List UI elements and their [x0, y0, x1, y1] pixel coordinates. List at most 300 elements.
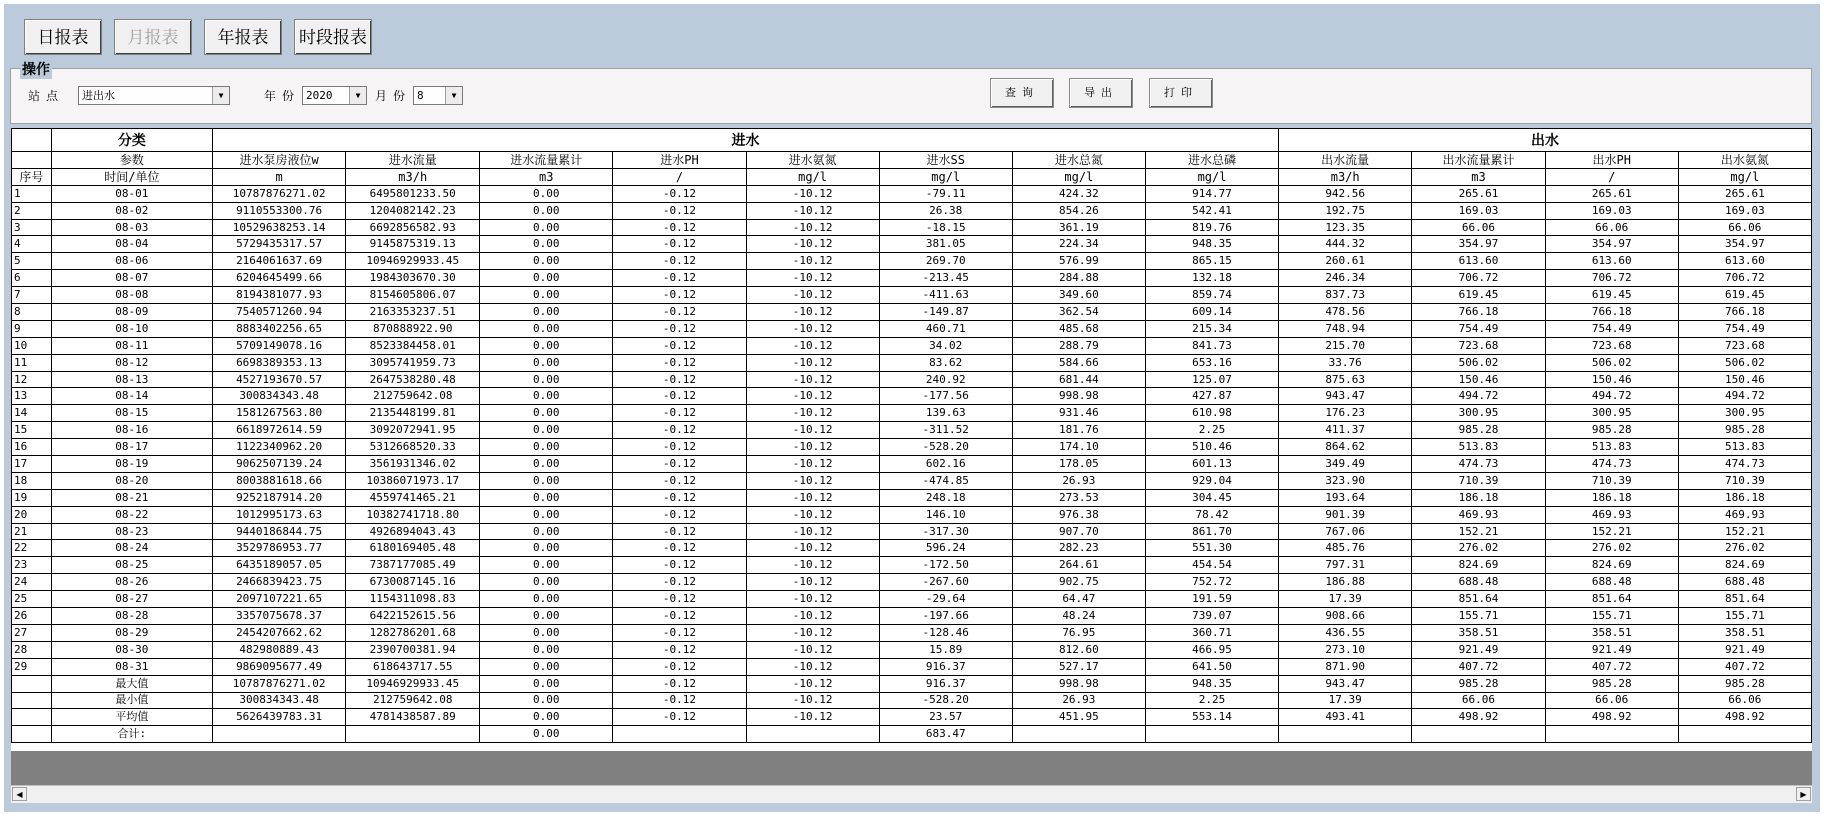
table-cell: -0.12	[613, 304, 746, 321]
table-cell: 0.00	[480, 354, 613, 371]
table-cell: 766.18	[1678, 304, 1811, 321]
table-row[interactable]	[12, 371, 1812, 388]
table-cell: 5312668520.33	[346, 439, 480, 456]
table-cell: 1	[12, 185, 52, 202]
table-cell: 0.00	[480, 726, 613, 743]
table-cell: 513.83	[1678, 439, 1811, 456]
table-cell: -10.12	[746, 658, 879, 675]
table-row[interactable]	[12, 388, 1812, 405]
table-cell: 864.62	[1279, 439, 1412, 456]
station-select-value: 进出水	[82, 89, 115, 102]
table-cell: -10.12	[746, 405, 879, 422]
table-cell: 361.19	[1012, 219, 1145, 236]
table-cell: -0.12	[613, 658, 746, 675]
table-row[interactable]	[12, 557, 1812, 574]
table-cell: -10.12	[746, 574, 879, 591]
table-cell: 0.00	[480, 287, 613, 304]
table-cell: 841.73	[1145, 337, 1278, 354]
column-header: 进水PH	[613, 152, 746, 169]
table-cell: 19	[12, 489, 52, 506]
table-cell: -0.12	[613, 456, 746, 473]
table-row[interactable]	[12, 320, 1812, 337]
header-index-label: 序号	[12, 168, 52, 185]
table-cell: -10.12	[746, 320, 879, 337]
table-row[interactable]	[12, 574, 1812, 591]
table-cell: 9145875319.13	[346, 236, 480, 253]
table-cell: -528.20	[879, 439, 1012, 456]
table-cell: 494.72	[1545, 388, 1678, 405]
table-cell: 08-12	[51, 354, 212, 371]
table-cell: 688.48	[1678, 574, 1811, 591]
table-cell: 34.02	[879, 337, 1012, 354]
table-cell: 6495801233.50	[346, 185, 480, 202]
table-cell: 596.24	[879, 540, 1012, 557]
table-cell: 最大值	[51, 675, 212, 692]
table-cell: -10.12	[746, 304, 879, 321]
table-cell: 851.64	[1545, 591, 1678, 608]
table-cell: 273.10	[1279, 641, 1412, 658]
table-cell: 66.06	[1545, 219, 1678, 236]
table-cell: 424.32	[1012, 185, 1145, 202]
table-cell: 985.28	[1412, 675, 1545, 692]
table-cell: 854.26	[1012, 202, 1145, 219]
table-cell: 08-23	[51, 523, 212, 540]
table-cell: 610.98	[1145, 405, 1278, 422]
table-cell: 8003881618.66	[212, 472, 346, 489]
table-cell: 186.18	[1545, 489, 1678, 506]
table-cell: 300834343.48	[212, 692, 346, 709]
table-cell: 23.57	[879, 709, 1012, 726]
table-cell: 985.28	[1678, 422, 1811, 439]
column-unit: mg/l	[879, 168, 1012, 185]
table-cell: 260.61	[1279, 253, 1412, 270]
horizontal-scrollbar[interactable]	[11, 785, 1812, 803]
table-cell: 7	[12, 287, 52, 304]
table-cell: 354.97	[1545, 236, 1678, 253]
table-cell: 276.02	[1412, 540, 1545, 557]
table-cell: 0.00	[480, 185, 613, 202]
table-cell: 2466839423.75	[212, 574, 346, 591]
table-cell: 9	[12, 320, 52, 337]
table-cell: 139.63	[879, 405, 1012, 422]
table-cell: 186.88	[1279, 574, 1412, 591]
table-cell: 6698389353.13	[212, 354, 346, 371]
column-header: 出水流量	[1279, 152, 1412, 169]
table-cell: 723.68	[1412, 337, 1545, 354]
table-row[interactable]	[12, 608, 1812, 625]
table-cell: 3092072941.95	[346, 422, 480, 439]
table-row[interactable]	[12, 439, 1812, 456]
table-cell: 584.66	[1012, 354, 1145, 371]
export-button[interactable]: 导出	[1069, 78, 1133, 108]
column-header: 出水氨氮	[1678, 152, 1811, 169]
table-cell: 2	[12, 202, 52, 219]
table-cell: 474.73	[1412, 456, 1545, 473]
table-cell: 66.06	[1678, 219, 1811, 236]
table-cell: -213.45	[879, 270, 1012, 287]
tab-period-report[interactable]: 时段报表	[294, 19, 372, 55]
table-cell: 436.55	[1279, 624, 1412, 641]
table-cell: 16	[12, 439, 52, 456]
table-cell: 1984303670.30	[346, 270, 480, 287]
table-cell: 349.49	[1279, 456, 1412, 473]
table-cell: -474.85	[879, 472, 1012, 489]
table-cell: 1122340962.20	[212, 439, 346, 456]
table-cell: 14	[12, 405, 52, 422]
table-cell: 215.34	[1145, 320, 1278, 337]
column-unit: m3	[480, 168, 613, 185]
table-cell: 4781438587.89	[346, 709, 480, 726]
table-cell: 0.00	[480, 253, 613, 270]
table-cell	[1279, 726, 1412, 743]
table-cell: 08-11	[51, 337, 212, 354]
table-cell: 4527193670.57	[212, 371, 346, 388]
table-cell: 282.23	[1012, 540, 1145, 557]
table-cell: 1154311098.83	[346, 591, 480, 608]
table-cell: 193.64	[1279, 489, 1412, 506]
table-row[interactable]	[12, 658, 1812, 675]
table-cell: 224.34	[1012, 236, 1145, 253]
table-row[interactable]	[12, 489, 1812, 506]
table-cell: 824.69	[1412, 557, 1545, 574]
table-cell: 6435189057.05	[212, 557, 346, 574]
table-cell: 284.88	[1012, 270, 1145, 287]
table-cell	[12, 726, 52, 743]
table-cell: 08-10	[51, 320, 212, 337]
table-cell: 合计:	[51, 726, 212, 743]
table-cell: 723.68	[1545, 337, 1678, 354]
table-row[interactable]	[12, 219, 1812, 236]
table-cell: -0.12	[613, 219, 746, 236]
table-cell: 123.35	[1279, 219, 1412, 236]
table-row[interactable]	[12, 405, 1812, 422]
table-cell: 482980889.43	[212, 641, 346, 658]
table-cell: 7387177085.49	[346, 557, 480, 574]
tab-daily-report[interactable]: 日报表	[24, 19, 102, 55]
table-cell: 469.93	[1678, 506, 1811, 523]
table-cell: 178.05	[1012, 456, 1145, 473]
summary-row[interactable]	[12, 726, 1812, 743]
chevron-down-icon[interactable]: ▼	[212, 87, 229, 104]
query-button[interactable]: 查询	[990, 78, 1054, 108]
table-cell: -0.12	[613, 354, 746, 371]
table-cell: -0.12	[613, 287, 746, 304]
table-cell: 921.49	[1678, 641, 1811, 658]
table-cell: 0.00	[480, 202, 613, 219]
table-cell: 469.93	[1412, 506, 1545, 523]
month-label: 月份	[375, 89, 412, 103]
table-cell: 0.00	[480, 371, 613, 388]
table-cell: 9869095677.49	[212, 658, 346, 675]
table-cell	[12, 675, 52, 692]
table-cell: -0.12	[613, 337, 746, 354]
tab-monthly-report[interactable]: 月报表	[114, 19, 192, 55]
table-cell: 22	[12, 540, 52, 557]
chevron-down-icon[interactable]: ▼	[349, 87, 366, 104]
table-cell: 12	[12, 371, 52, 388]
table-cell: 706.72	[1412, 270, 1545, 287]
report-table	[11, 128, 1812, 743]
table-cell: 466.95	[1145, 641, 1278, 658]
table-cell: -10.12	[746, 185, 879, 202]
table-cell: 146.10	[879, 506, 1012, 523]
table-cell: 08-07	[51, 270, 212, 287]
table-cell: 08-21	[51, 489, 212, 506]
table-cell: 454.54	[1145, 557, 1278, 574]
table-cell: 0.00	[480, 388, 613, 405]
table-cell	[1012, 726, 1145, 743]
table-cell: 10386071973.17	[346, 472, 480, 489]
table-cell: 916.37	[879, 675, 1012, 692]
table-row[interactable]	[12, 202, 1812, 219]
table-cell: 152.21	[1678, 523, 1811, 540]
table-cell: 4	[12, 236, 52, 253]
table-cell: 33.76	[1279, 354, 1412, 371]
table-cell: 6180169405.48	[346, 540, 480, 557]
table-cell: 914.77	[1145, 185, 1278, 202]
table-cell: 460.71	[879, 320, 1012, 337]
table-row[interactable]	[12, 456, 1812, 473]
table-cell: -10.12	[746, 591, 879, 608]
table-cell	[613, 726, 746, 743]
table-cell: 542.41	[1145, 202, 1278, 219]
year-select[interactable]	[302, 86, 367, 105]
table-cell: 0.00	[480, 658, 613, 675]
table-cell: 688.48	[1545, 574, 1678, 591]
table-row[interactable]	[12, 472, 1812, 489]
table-cell: 288.79	[1012, 337, 1145, 354]
table-cell: 10529638253.14	[212, 219, 346, 236]
table-row[interactable]	[12, 287, 1812, 304]
table-cell: 2164061637.69	[212, 253, 346, 270]
table-cell: -0.12	[613, 472, 746, 489]
print-button[interactable]: 打印	[1149, 78, 1213, 108]
table-cell: 0.00	[480, 692, 613, 709]
table-cell: -411.63	[879, 287, 1012, 304]
table-row[interactable]	[12, 506, 1812, 523]
table-cell: 64.47	[1012, 591, 1145, 608]
table-cell: -10.12	[746, 202, 879, 219]
table-cell: -10.12	[746, 675, 879, 692]
table-cell: 0.00	[480, 557, 613, 574]
table-cell: 66.06	[1412, 219, 1545, 236]
table-cell: 943.47	[1279, 388, 1412, 405]
table-cell: 08-17	[51, 439, 212, 456]
column-unit: mg/l	[1678, 168, 1811, 185]
table-cell: 27	[12, 624, 52, 641]
table-cell: 11	[12, 354, 52, 371]
table-cell: 平均值	[51, 709, 212, 726]
table-cell: 24	[12, 574, 52, 591]
table-cell: 0.00	[480, 439, 613, 456]
table-cell: 26.38	[879, 202, 1012, 219]
table-row[interactable]	[12, 304, 1812, 321]
table-cell: 6692856582.93	[346, 219, 480, 236]
table-cell: 169.03	[1678, 202, 1811, 219]
table-cell: 304.45	[1145, 489, 1278, 506]
table-cell: 0.00	[480, 320, 613, 337]
table-cell: 513.83	[1412, 439, 1545, 456]
table-cell: 861.70	[1145, 523, 1278, 540]
table-cell: 527.17	[1012, 658, 1145, 675]
table-cell: -10.12	[746, 371, 879, 388]
table-cell: 0.00	[480, 624, 613, 641]
table-cell: 931.46	[1012, 405, 1145, 422]
table-cell: 1012995173.63	[212, 506, 346, 523]
table-cell: -10.12	[746, 489, 879, 506]
table-cell: 0.00	[480, 506, 613, 523]
station-select[interactable]	[78, 86, 230, 105]
table-row[interactable]	[12, 337, 1812, 354]
table-cell: 0.00	[480, 523, 613, 540]
column-unit: /	[1545, 168, 1678, 185]
table-cell: -0.12	[613, 422, 746, 439]
table-cell: 485.76	[1279, 540, 1412, 557]
table-cell: 10946929933.45	[346, 675, 480, 692]
scroll-left-icon[interactable]: ◀	[12, 787, 27, 801]
table-cell: 08-03	[51, 219, 212, 236]
table-cell: 10946929933.45	[346, 253, 480, 270]
table-cell: -10.12	[746, 540, 879, 557]
table-row[interactable]	[12, 185, 1812, 202]
table-cell: 08-31	[51, 658, 212, 675]
table-row[interactable]	[12, 523, 1812, 540]
table-cell: -10.12	[746, 624, 879, 641]
table-cell: -10.12	[746, 641, 879, 658]
table-cell: 494.72	[1412, 388, 1545, 405]
month-select[interactable]	[413, 86, 463, 105]
summary-row[interactable]	[12, 692, 1812, 709]
report-table-area	[11, 128, 1812, 751]
header-corner	[12, 129, 52, 152]
column-header: 进水总磷	[1145, 152, 1278, 169]
table-cell: 683.47	[879, 726, 1012, 743]
chevron-down-icon[interactable]: ▼	[445, 87, 462, 104]
table-cell: 0.00	[480, 219, 613, 236]
month-select-value: 8	[417, 89, 424, 102]
tab-yearly-report[interactable]: 年报表	[204, 19, 282, 55]
table-cell: 766.18	[1412, 304, 1545, 321]
year-label: 年份	[264, 89, 301, 103]
table-cell	[746, 726, 879, 743]
table-cell: 754.49	[1545, 320, 1678, 337]
summary-row[interactable]	[12, 675, 1812, 692]
table-cell: -10.12	[746, 422, 879, 439]
table-cell: 20	[12, 506, 52, 523]
table-row[interactable]	[12, 354, 1812, 371]
table-cell: -10.12	[746, 287, 879, 304]
table-cell: -0.12	[613, 388, 746, 405]
table-cell: 08-24	[51, 540, 212, 557]
table-cell: 513.83	[1545, 439, 1678, 456]
table-cell: 21	[12, 523, 52, 540]
table-row[interactable]	[12, 422, 1812, 439]
table-cell: 723.68	[1678, 337, 1811, 354]
column-header: 进水总氮	[1012, 152, 1145, 169]
table-cell: 186.18	[1678, 489, 1811, 506]
table-cell: 5729435317.57	[212, 236, 346, 253]
table-cell: 870888922.90	[346, 320, 480, 337]
column-header: 出水流量累计	[1412, 152, 1545, 169]
table-cell: 510.46	[1145, 439, 1278, 456]
table-cell: 26.93	[1012, 472, 1145, 489]
table-cell: 469.93	[1545, 506, 1678, 523]
table-cell: 908.66	[1279, 608, 1412, 625]
table-cell: 08-25	[51, 557, 212, 574]
table-cell: 最小值	[51, 692, 212, 709]
table-footer-band	[11, 751, 1812, 785]
table-cell: 0.00	[480, 591, 613, 608]
table-cell: 2454207662.62	[212, 624, 346, 641]
table-row[interactable]	[12, 253, 1812, 270]
table-cell: 10787876271.02	[212, 675, 346, 692]
scroll-right-icon[interactable]: ▶	[1796, 787, 1811, 801]
table-row[interactable]	[12, 591, 1812, 608]
table-cell: 0.00	[480, 472, 613, 489]
column-header: 进水泵房液位w	[212, 152, 346, 169]
table-cell: -10.12	[746, 506, 879, 523]
table-cell: 23	[12, 557, 52, 574]
table-row[interactable]	[12, 540, 1812, 557]
table-cell: 752.72	[1145, 574, 1278, 591]
table-row[interactable]	[12, 624, 1812, 641]
table-cell: 865.15	[1145, 253, 1278, 270]
table-cell: -0.12	[613, 185, 746, 202]
table-cell: 76.95	[1012, 624, 1145, 641]
summary-row[interactable]	[12, 709, 1812, 726]
table-cell: 0.00	[480, 270, 613, 287]
table-cell: 349.60	[1012, 287, 1145, 304]
table-cell: -0.12	[613, 236, 746, 253]
table-cell: -0.12	[613, 506, 746, 523]
header-param-row	[12, 152, 1812, 169]
table-cell: 152.21	[1412, 523, 1545, 540]
table-row[interactable]	[12, 641, 1812, 658]
table-cell: 929.04	[1145, 472, 1278, 489]
table-cell: 125.07	[1145, 371, 1278, 388]
table-cell: 08-08	[51, 287, 212, 304]
table-row[interactable]	[12, 270, 1812, 287]
table-cell: 66.06	[1545, 692, 1678, 709]
table-cell: 0.00	[480, 608, 613, 625]
table-cell: -128.46	[879, 624, 1012, 641]
table-cell: 5709149078.16	[212, 337, 346, 354]
table-cell: 155.71	[1545, 608, 1678, 625]
table-cell: 688.48	[1412, 574, 1545, 591]
table-cell: 169.03	[1412, 202, 1545, 219]
table-cell: 506.02	[1412, 354, 1545, 371]
table-cell: 150.46	[1412, 371, 1545, 388]
table-cell: 83.62	[879, 354, 1012, 371]
table-row[interactable]	[12, 236, 1812, 253]
table-cell: 710.39	[1545, 472, 1678, 489]
table-cell: 0.00	[480, 304, 613, 321]
year-select-value: 2020	[306, 89, 333, 102]
table-cell: 851.64	[1678, 591, 1811, 608]
table-cell: 2.25	[1145, 422, 1278, 439]
table-cell: 08-29	[51, 624, 212, 641]
table-cell: 444.32	[1279, 236, 1412, 253]
table-cell: 269.70	[879, 253, 1012, 270]
column-unit: /	[613, 168, 746, 185]
table-cell: 498.92	[1678, 709, 1811, 726]
table-cell: -0.12	[613, 675, 746, 692]
table-cell	[1678, 726, 1811, 743]
table-cell: 553.14	[1145, 709, 1278, 726]
table-cell: 26	[12, 608, 52, 625]
table-cell: 859.74	[1145, 287, 1278, 304]
table-cell: 601.13	[1145, 456, 1278, 473]
